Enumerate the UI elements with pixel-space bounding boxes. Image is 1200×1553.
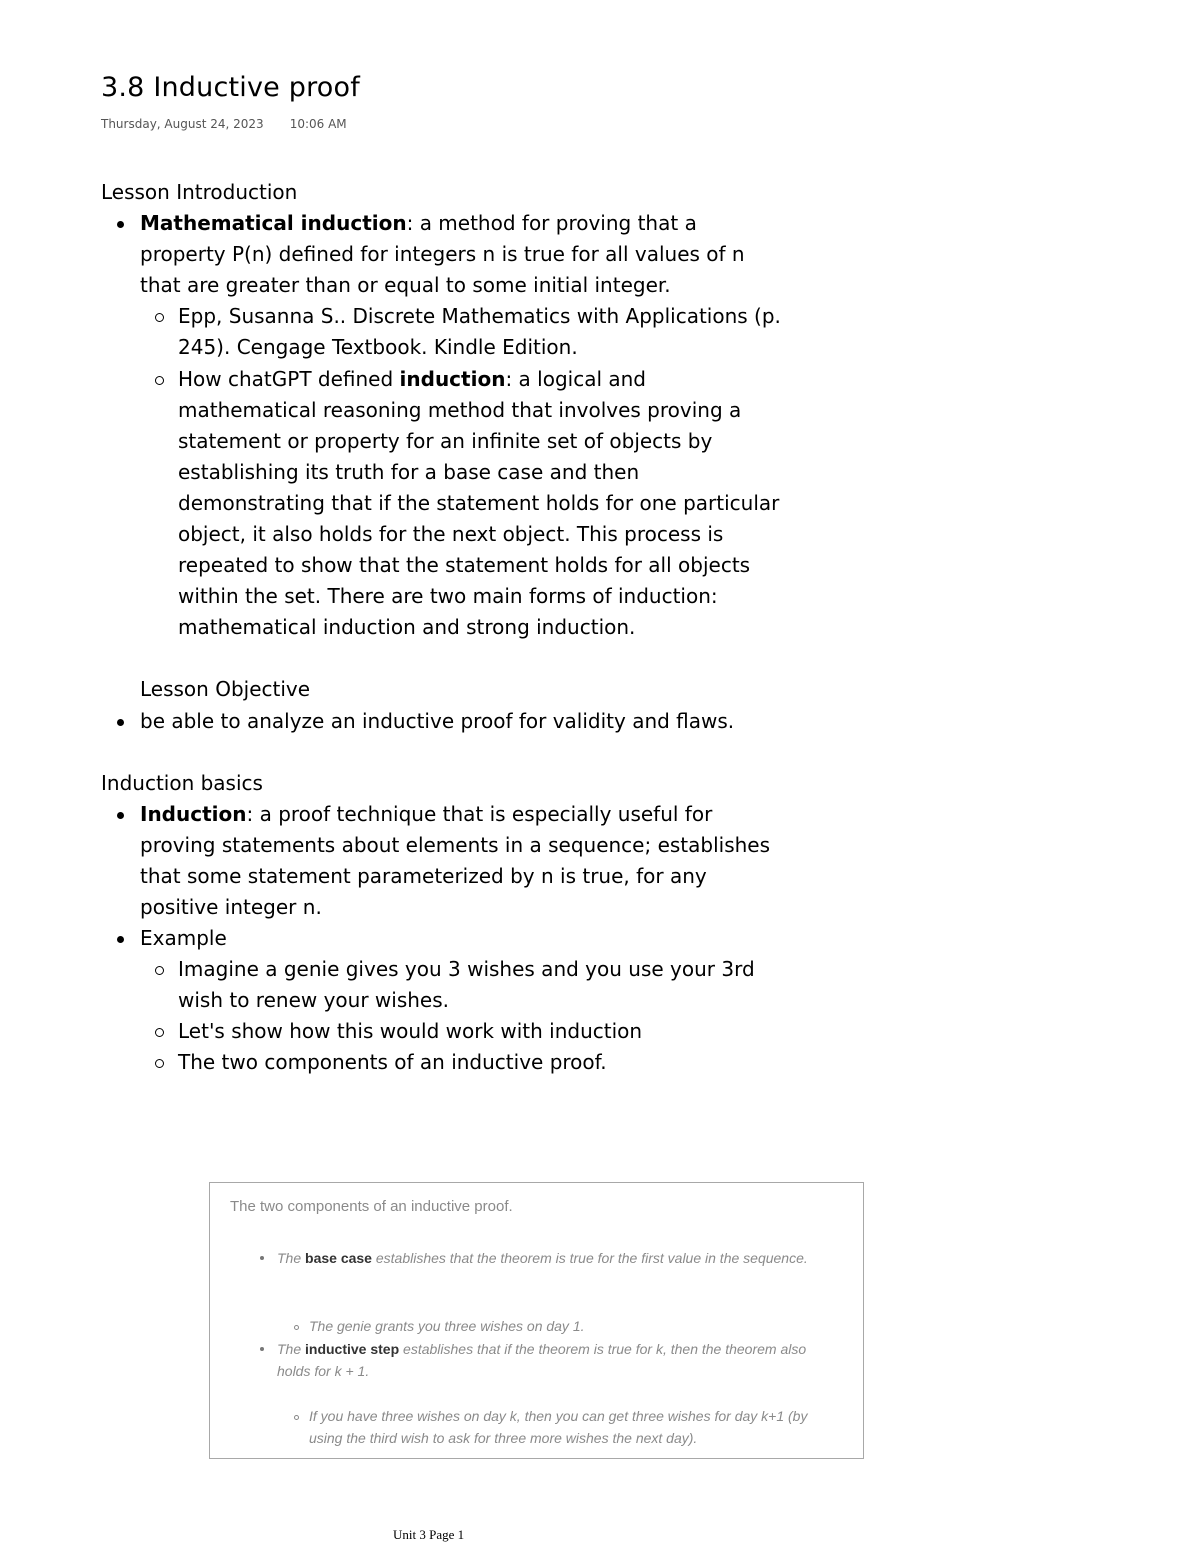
page-timestamp [101,117,347,131]
list-item [140,799,781,923]
figure-title: The two components of an inductive proof. [230,1198,513,1215]
list-item: be able to analyze an inductive proof for validity and flaws. [140,706,781,737]
term-induction: Induction [140,801,247,826]
figure-text: The [277,1341,306,1357]
figure-text: establishes that if the theorem is true for k, then the theorem also holds for k + 1. [277,1341,807,1379]
page-time: 10:06 AM [289,117,347,131]
intro-list [101,208,781,643]
list-item [140,208,781,643]
example-sublist [140,954,781,1078]
bullet-icon [260,1256,264,1260]
section-heading-objective: Lesson Objective [140,677,311,702]
section-heading-basics: Induction basics [101,770,263,795]
list-item [178,364,781,644]
definition-text: : a proof technique that is especially useful for proving statements about elements in a sequence; establishes that some statement parameterized by n is true, for any positive integer n. [140,801,771,919]
intro-sublist [140,301,781,643]
item-text: Example [140,926,227,951]
page-footer: Unit 3 Page 1 [393,1527,465,1542]
list-item: Imagine a genie gives you 3 wishes and you use your 3rd wish to renew your wishes. [178,954,781,1016]
page-title: 3.8 Inductive proof [101,72,360,103]
figure-term-inductive-step: inductive step [305,1341,400,1357]
embedded-screenshot-image [209,1182,864,1459]
circle-bullet-icon [294,1415,299,1420]
figure-bullet-base-case [277,1247,837,1269]
figure-subbullet-base-case: The genie grants you three wishes on day 1. [309,1318,585,1334]
figure-text: establishes that the theorem is true for the first value in the sequence. [371,1250,808,1266]
section-heading-intro: Lesson Introduction [101,180,298,204]
page-date: Thursday, August 24, 2023 [101,117,264,131]
figure-text: The [277,1250,306,1266]
term-induction: induction [399,366,506,391]
note-body [101,177,781,1079]
figure-term-base-case: base case [305,1250,372,1266]
definition-text: : a method for proving that a property P(n) defined for integers n is true for all values of n that are greater than or equal to some initial integer. [140,211,745,298]
list-item: Epp, Susanna S.. Discrete Mathematics with Applications (p. 245). Cengage Textbook. Kindle Edition. [178,301,781,363]
list-item: The two components of an inductive proof. [178,1047,781,1078]
term-mathematical-induction: Mathematical induction [140,211,407,236]
figure-bullet-inductive-step [277,1338,837,1382]
figure-subbullet-inductive-step: If you have three wishes on day k, then you can get three wishes for day k+1 (by using the third wish to ask for three more wishes the next day). [309,1408,808,1446]
circle-bullet-icon [294,1325,299,1330]
basics-list [101,799,781,1079]
objective-list [101,706,781,737]
definition-text: : a logical and mathematical reasoning method that involves proving a statement or property for an infinite set of objects by establishing its truth for a base case and then demonstrating that if the statement holds for one particular object, it also holds for the next object. This process is repeated to show that the statement holds for all objects within the set. There are two main forms of induction: mathematical induction and strong induction. [178,366,780,640]
list-item [140,923,781,1078]
item-text: How chatGPT defined [178,366,400,391]
bullet-icon [260,1347,264,1351]
list-item: Let's show how this would work with induction [178,1016,781,1047]
